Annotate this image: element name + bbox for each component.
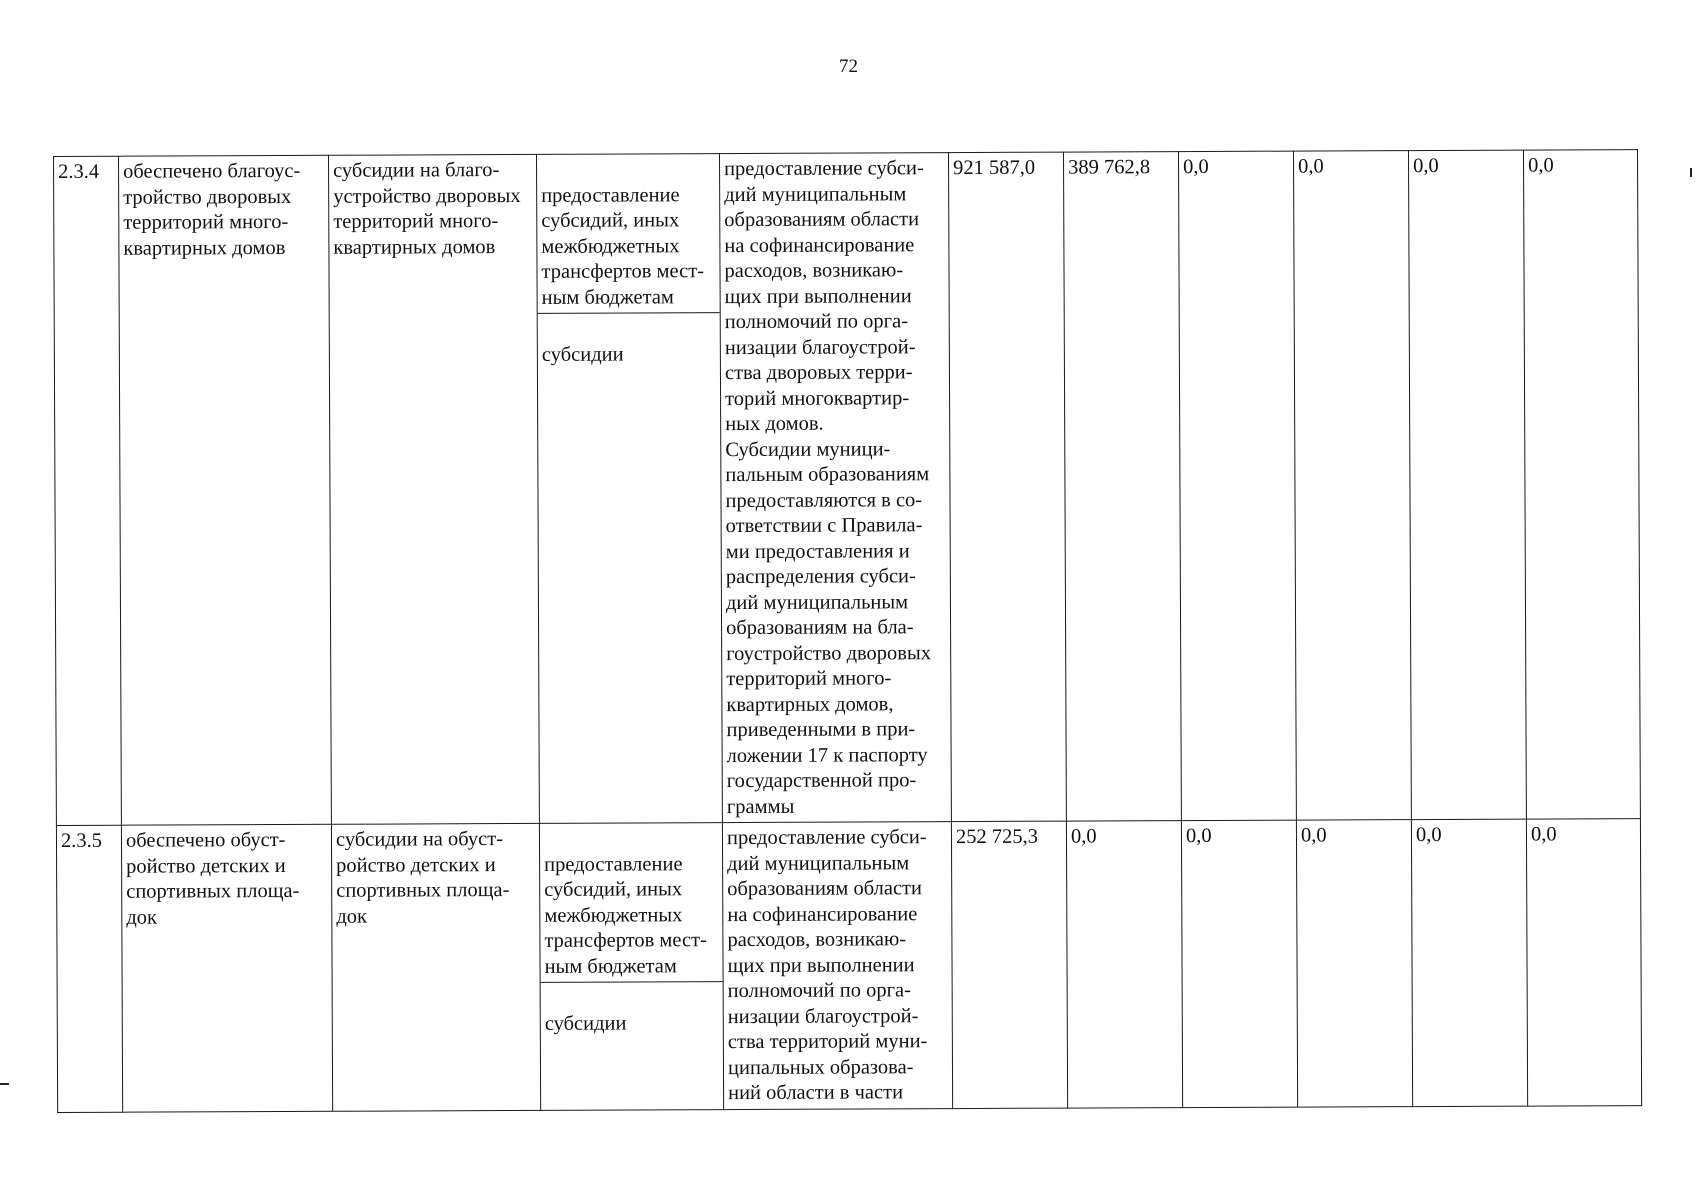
- result-cell: обеспечено благоус- тройство дворовых территорий много- квартирных домов: [119, 155, 332, 825]
- value-cell: 0,0: [1066, 821, 1182, 1108]
- table-row: [56, 819, 1641, 1112]
- scan-margin-mark: [1690, 168, 1692, 177]
- value-cell: 0,0: [1411, 819, 1527, 1106]
- value-cell: 0,0: [1296, 820, 1412, 1107]
- description-cell: предоставление субси- дий муниципальным образованиям области на софинансирование расходов, возникаю- щих при выполнении полномочий по орга- низации благоустрой- ства дворовых терри- торий многоквартир- ных домов. Субсидии муници- пальным образованиям предоставляются в со- ответствии с Правила- ми предоставления и распределения субси- дий муниципальным образованиям на бла- гоустройство дворовых территорий много- квартирных домов, приведенными в при- ложении 17 к паспорту государственной про- граммы: [719, 153, 951, 823]
- value-cell: 921 587,0: [948, 152, 1066, 821]
- direction-cell: [539, 823, 723, 1110]
- row-code-cell: 2.3.4: [54, 156, 122, 825]
- value-cell: 389 762,8: [1063, 152, 1181, 821]
- measure-cell: субсидии на благо- устройство дворовых территорий много- квартирных домов: [328, 154, 539, 824]
- table-row: [54, 150, 1641, 826]
- value-cell: 0,0: [1178, 151, 1296, 820]
- direction-main-text: предоставление субсидий, иных межбюджетных трансфертов мест- ным бюджетам: [540, 849, 723, 983]
- value-cell: 0,0: [1526, 819, 1641, 1106]
- direction-cell: [536, 154, 722, 824]
- measure-cell: субсидии на обуст- ройство детских и спортивных площа- док: [331, 823, 540, 1110]
- value-cell: 0,0: [1181, 820, 1297, 1107]
- scan-margin-mark: [0, 1083, 9, 1085]
- direction-main-text: предоставление субсидий, иных межбюджетных трансфертов мест- ным бюджетам: [537, 180, 720, 314]
- value-cell: 252 725,3: [951, 821, 1067, 1108]
- result-cell: обеспечено обуст- ройство детских и спортивных площа- док: [121, 824, 332, 1111]
- program-measures-table: [53, 149, 1642, 1112]
- value-cell: 0,0: [1408, 150, 1526, 819]
- description-cell: предоставление субси- дий муниципальным образованиям области на софинансирование расходов, возникаю- щих при выполнении полномочий по орга- низации благоустрой- ства территорий муни- ципальных образова- ний области в части: [722, 822, 952, 1109]
- value-cell: 0,0: [1523, 150, 1640, 819]
- direction-sub-text: субсидии: [544, 1012, 627, 1035]
- page-number: 72: [839, 56, 858, 77]
- value-cell: 0,0: [1293, 151, 1411, 820]
- row-code-cell: 2.3.5: [56, 825, 122, 1112]
- direction-sub-text: субсидии: [541, 343, 624, 366]
